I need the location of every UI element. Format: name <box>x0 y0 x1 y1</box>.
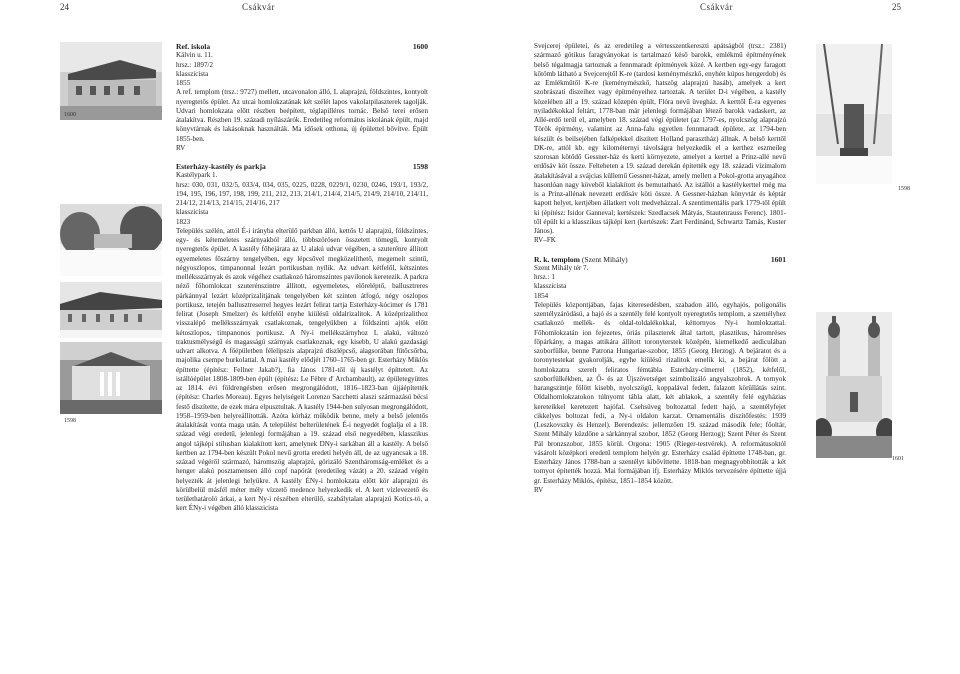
entry-address: Kastélypark 1. <box>176 171 218 180</box>
margin-ref: 1598 <box>64 418 76 424</box>
entry-hrsz: hrsz: 030, 031, 032/5, 033/4, 034, 035, 0225, 0228, 0229/1, 0230, 0246, 193/1, 193/2, 194, 195, 196, 197, 198, 199, 211, 212, 213, 214/1, 214/4, 214/5, 214/9, 214/10, 214/11, 214/12, 214/13, 214/15, 214/16, 217 <box>176 180 428 207</box>
left-text-column <box>176 42 428 514</box>
entry-style: klasszicista <box>176 208 209 217</box>
entry-date: 1854 <box>534 291 549 300</box>
entry-style: klasszicista <box>176 69 209 78</box>
entry-body: A ref. templom (trsz.: 9727) mellett, utcavonalon álló, L alaprajzú, földszintes, kontyolt nyeregtetős épület. Az utcai homlokzatának két szélét lapos vakolatpilaszterek tagolják. Udvari homlokzata előtt részben beépített, téglapilléres tornác. Belső terei erősen átalakítva. Részben 19. századi nyílászárók. Eredetileg református iskolának épült, majd könyvtárnak és lakásoknak használták. Ma idősek otthona, új épülettel bővítve. Épült 1855-ben. <box>176 88 428 143</box>
continuation-author: RV–FK <box>534 236 556 245</box>
entry-title: Esterházy-kastély és parkja <box>176 162 266 171</box>
entry-address: Kálvin u. 11. <box>176 51 213 60</box>
photo-castle-front <box>60 342 162 414</box>
margin-ref: 1600 <box>64 112 76 118</box>
photo-park-monument <box>816 44 892 184</box>
photo-castle-winter <box>60 204 162 276</box>
entry-style: klasszicista <box>534 282 567 291</box>
photo-church <box>816 312 892 458</box>
photo-school <box>60 42 162 120</box>
margin-ref: 1601 <box>892 456 904 462</box>
entry-hrsz: hrsz.: 1897/2 <box>176 60 214 69</box>
margin-ref: 1598 <box>898 186 910 192</box>
entry-title: R. k. templom <box>534 254 580 264</box>
page-number: 24 <box>60 2 69 12</box>
entry-author: RV <box>176 143 186 152</box>
entry-number: 1600 <box>412 42 428 51</box>
entry-address: Szent Mihály tér 7. <box>534 263 589 272</box>
running-head: Csákvár <box>700 2 733 12</box>
entry-header <box>176 42 428 51</box>
entry-date: 1855 <box>176 79 191 87</box>
entry-body: Település központjában, fajas kiteresedésben, szabadon álló, egyhajós, poligonális szentélyzáródású, a hajó és a szentély felé kontyolt nyeregtetős templom, a szentélyhez csatlakozó mellék- és oldal-toldalékokkal, kéttornyos Ny-i homlokzattal. Főhomlokzatán ion fejezetes, óriás pilaszterek által tartott, plasztikus, háromréses főpárkány, a magas attikára állított toronyterstek középén, kiemelkedő aediculában szoborfülke, benne Patrona Hungariae-szobor, 1855 (Georg Herzog). A bejáratot és a toronytestekat gyakorolják, egyhe kiülésű rizalitok emelik ki, a bejárat fölött a homlokzatra szerelt feliratos fémtábla Esterházy-címerrel (1852), kétfelől, szoborfülkékben, az Ő- és az Újszövetséget szimbolizáló angyalszobrok. A tornyok harangszintje fölött kisebb, nyolcszögű, koppalával fedett, falazott körüllátás szint. Oldalhomlokzatokon túlnyomt tábla alatt, két ablakok, a szentély felé egyházias kereteikkel keretezett hajófal. Csehsüveg boltozattal fedett hajó, a szentélyfejet cikkelyes boltozat fedi, a Ny-i oldalon karzat. Ornamentális díszítőfestés: 1939 (Leszkovszky és Henzel). Berendezés: jellemzően 19. század második fele; főoltár, Szent Mihály küzdőne a sárkánnyal szobor, 1852 (Georg Herzog); Szent Péter és Szent Pál bronzszobor, 1855 körül. Orgona: 1905 (Rieger-testvérek). A reformátusoktól vásárolt középkori eredetű templom helyén gr. Esterházy család építtette 1748-ban, gr. Esterházy János 1788-ban a szentélyt kibővíttette. 1818-ban megnagyobbították a két tornyot építették hozzá. Mai formájában ifj. Esterházy Miklós tervezésére építtette újjá gr. Esterházy Miklós, építész, 1851–1854 között. <box>534 300 786 485</box>
entry-author: RV <box>534 485 544 494</box>
entry-body: Település szélén, attól É-i irányba elterülő parkban álló, kettős U alaprajzú, földszintes, egy- és kétemeletes szárnyakból álló, többszörösen összetett tömegű, kontyolt nyeregtetős épület. A kastély főhejárata az U alakú udvar végében, a szuterénre állított egyemeletes főszárny tengelyében, egy lépcsővel megközelíthető, megemelt szintű, négyoszlopos, timpanonnal lezárt portikusban nyílik. Az udvart kétfelől, kétszintes melléksszárnyak és azok végéhez csatlakozó háromszintes pavilonok keretezik. A parkra néző főhomlokzat szuterénszintre állított, egyemeletes, előreléptő, ballusztreres párkánnyal lezárt középrizalitjának tengelyében két szinten átfogó, négy oszlopos portikusz, tetején ballusztreserrel hegyes lezárt felirat tartja Esterházy-kócimer és 1781 felirat (Joseph Smelzer) és kétfelől enyhe kiülésű oldalrizalitok. A középrizalithoz visszalépő melléksszárnyak csatlakoznak, tengelyükben a földszinti ajtók előtt kétoszlopos, timpanonos portikusz. A Ny-i mellékszárnyhoz L alakú, változó traktusmélységű és magasságú szárnyak csatlakoznak, egy kisebb, U alakú gazdasági udvart alkotva. A főépületben félelipszis alaprajzú díszlépcső, alagsorában fűtőcsőrba, majolika csempe burkolattal. A mai kastély elődjét 1760–1765-ben gr. Esterházy Miklós építtette (építész: Fellner Jakab?), fia János 1781-től új kastélyt építtetett. Az istállóépület 1808-1809-ben épült (építész: Le Fèbre d' Archambault), az épületegyüttes az 1814. évi földrengésben erősen megrongálódott, 1816–1823-ban újjáépítették (építész: Charles Moreau). Egyes helyiségeit Lorenzo Sacchetti alaszi származású bécsi festő díszítette, de ezek mára elpusztultak. A kastély 1944-ben sulyosan megrongálódott, 1958–1959-ben helyreállították. Azóta kórház működik benne, mely a belső jelentős átalakítását vonta maga után. A települést belterületének É-i negyedét foglalja el a 18. század végi eredetű, jelenlegi formájában a 19. század első negyedében, klasszikus angol tájképi stílusban kialakított kert, amelynek DNy-i sarkában áll a kastély. A belső kertben az 1794-ben készült Pokol nevű grotta eredeti helyén áll, de az ugyancsak a 18. század végéről származó, háromszög alaprajzú, görizáló Szentháromság-emléket és a henger alakú posztamensen álló copf napórát (eredetileg vázát) a 20. század végén helyezték át jelenlegi helyükre. A kastély ÉNy-i homlokzata előtt kör alaprajzú és körülbelül másfél méter mély vízzető medence helyezkedik el. A kert vízlevezető és területhatároló árkai, a kert Ny-i részében elterülő, szabálytalan alaprajzú Kotics-tó, a kert ÉNy-i végében álló klasszicista <box>176 226 428 513</box>
running-head: Csákvár <box>242 2 275 12</box>
entry-title: Ref. iskola <box>176 42 211 51</box>
entry-hrsz: hrsz.: 1 <box>534 273 555 281</box>
page-number: 25 <box>892 2 901 12</box>
right-page <box>480 0 960 674</box>
entry-date: 1823 <box>176 217 191 226</box>
entry-header <box>176 162 428 171</box>
photo-castle-wing <box>60 282 162 338</box>
entry-header <box>534 255 786 264</box>
entry-number: 1598 <box>412 162 428 171</box>
continuation-body: Svejcerej épületei, és az eredetileg a vértesszentkereszti apátságból (trsz.: 2381) származó gótikus faragványokat is tartalmazó késő barokk, emlékmű építményének belső tégalmagja tartoznak a fennmaradt építmények közé. A kertben egy-egy faragott kőtömb látható a Svejcerejtől K-re (tardosi keménymészkő, enyhén kúpos hengerdob) és az Emlékműtől K-re (keménymészkő, hatszög alaprajzú hasáb), amelyek a kert szobrászati díszeihez vagy építményeihez tartoztak. A terület D-i végében, a kastély közelében áll a 19. század közepén épült, Flóra nevű üvegház. A kerttől É-ra egyenes nyiladékokkal feltárt, 1778-ban már jelenlegi formájában létező barokk vadaskert, az Allé-erdő terül el, amelyben 18. század végi épületet (az 1797-es, nyolcszög alaprajzú Török épírmény, valamint az Anna-falu egyetlen fennmaradt épülete, az 1794-ben készült és beilsejében falképekkel díszített Holland parasztház) állnak. A belső kerttől DK-re, attól kb. egy kilométernyi távolságra helyezkedik el a kerthez eszmeileg szorosan kötődő Gessner-ház és kertí környezete, amelyet a kerttel a Prinz-allé nevű erdősáv köt össze. Felteheten a 19. század derekán építették egy 18. századi vízimalom átalakításával a svájcias küllemű Gessner-házat, amely mellett a Pokol-grotta anyagához hasonlóan nagy köveből kialakított és bemutatható. Az istállót a kastélykerttel még ma is a Prinz-allénak nevezett erdősáv köti össze. A Gessner-házban könyvtár és képtár kapott helyet, kertjében állatkert volt medveházzal. A szentimentális park 1779-től épült ki (építész: Isidor Ganneval; kertészek: Szedlacsek Mátyás, Stautenrauss Ferenc). 1801-től épült ki a klasszikus tájképi kert (kertészek: Zart Ferdinánd, Schwartz Tamás, Kuster János). <box>534 42 786 235</box>
right-text-column <box>534 42 786 495</box>
entry-number: 1601 <box>770 254 786 264</box>
entry-subtitle: (Szent Mihály) <box>581 254 628 264</box>
